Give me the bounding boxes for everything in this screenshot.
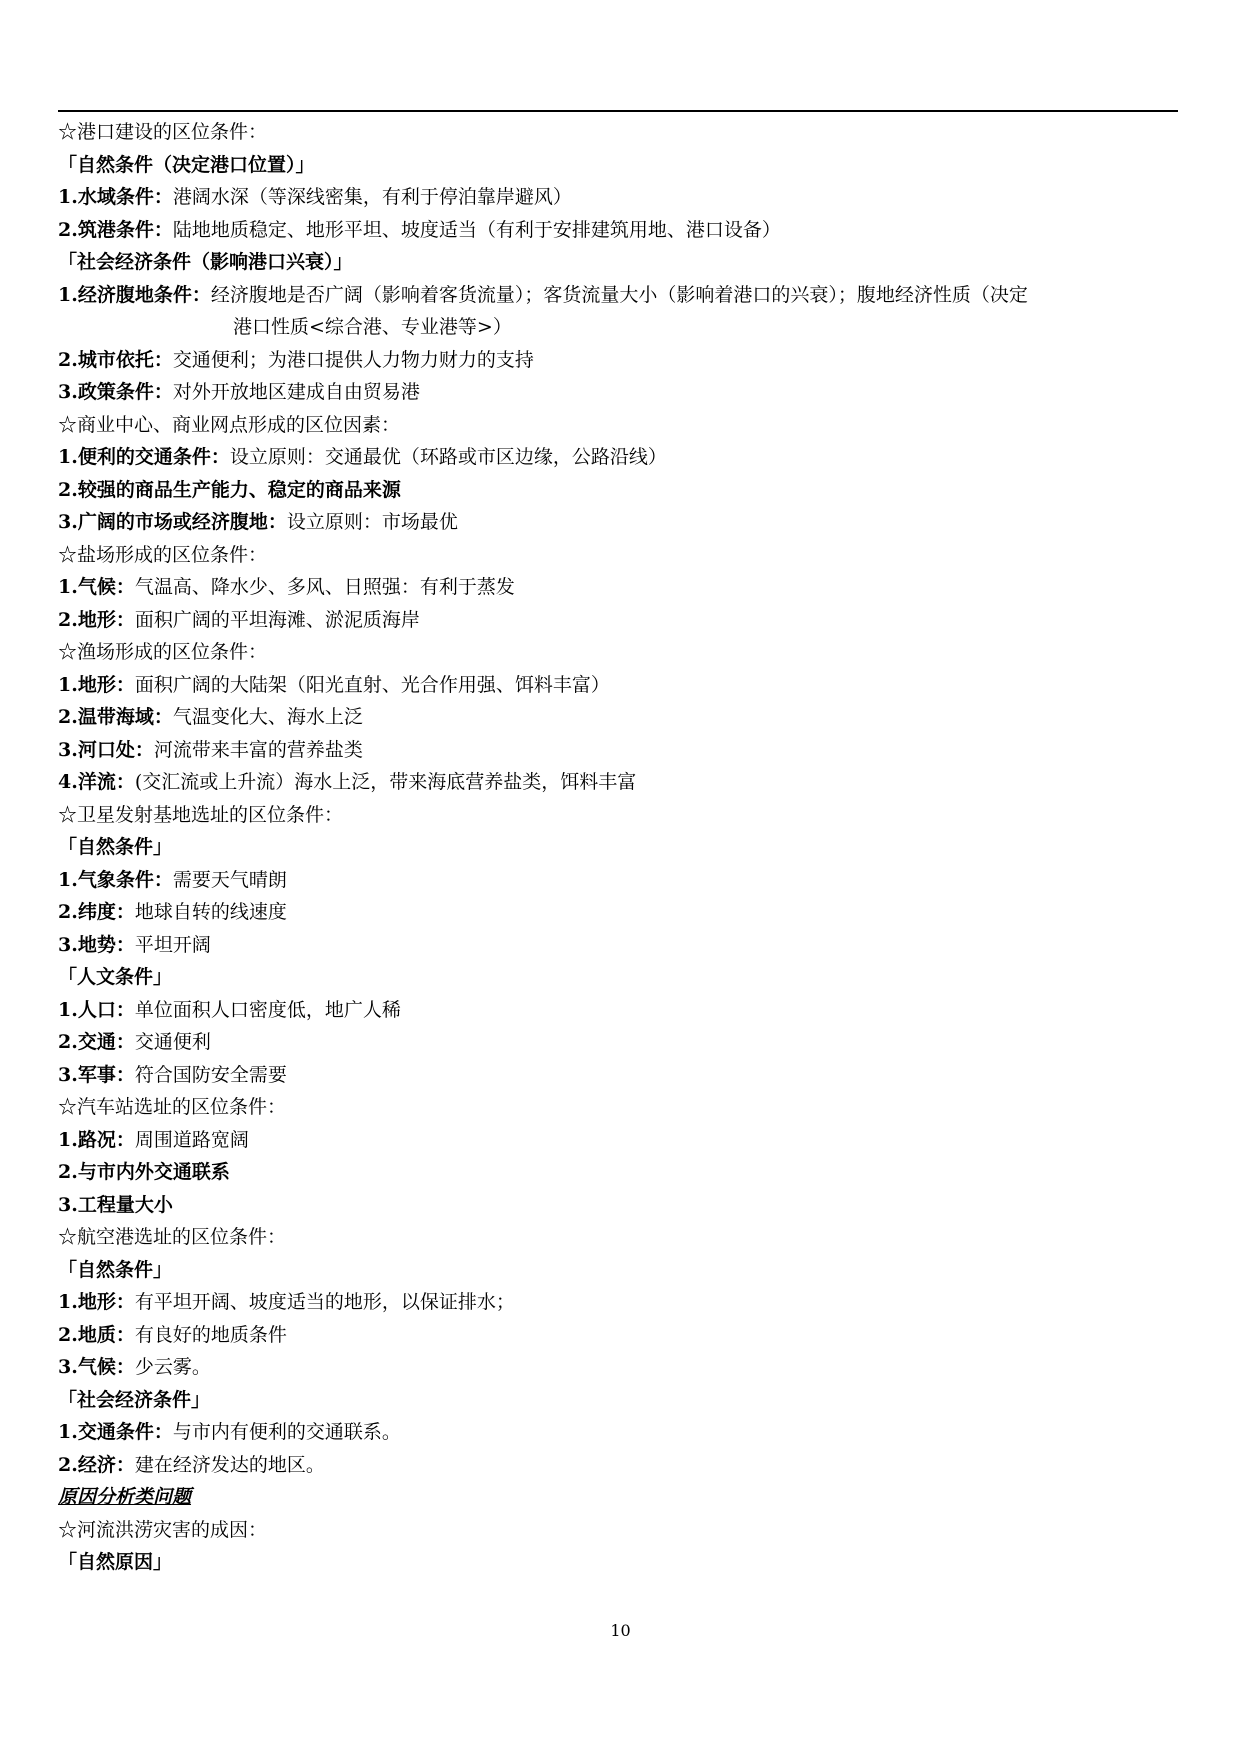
list-item: [58, 441, 1178, 474]
list-item-key: 1.交通条件：: [58, 1421, 173, 1443]
list-item: [58, 506, 1178, 539]
list-item-text: 陆地地质稳定、地形平坦、坡度适当（有利于安排建筑用地、港口设备）: [172, 218, 781, 241]
list-item-key: 2.地形：: [58, 608, 135, 631]
list-item: 2.与市内外交通联系: [58, 1161, 230, 1183]
list-item: [58, 929, 1178, 962]
list-item: [58, 604, 1178, 637]
subsection-label: 「自然条件」: [58, 836, 173, 858]
list-item-text: 少云雾。: [134, 1356, 211, 1378]
list-item-text: 经济腹地是否广阔（影响着客货流量）；客货流量大小（影响着港口的兴衰）；腹地经济性质（决定: [210, 283, 1028, 306]
subsection-label: 「社会经济条件」: [58, 1388, 211, 1411]
list-item-text: 需要天气晴朗: [172, 868, 287, 891]
list-item: [58, 279, 1178, 344]
list-item: [58, 994, 1178, 1027]
list-item-continuation: 港口性质<综合港、专业港等>）: [233, 316, 512, 338]
list-item: [58, 1026, 1178, 1059]
list-item: 3.工程量大小: [58, 1193, 173, 1216]
list-item-key: 2.城市依托：: [58, 348, 173, 371]
list-item: [58, 571, 1178, 604]
list-item-text: 交通便利；为港口提供人力物力财力的支持: [172, 348, 534, 371]
section-heading: ☆港口建设的区位条件：: [58, 121, 268, 143]
list-item: [58, 896, 1178, 929]
list-item: [58, 181, 1178, 214]
section-heading: ☆河流洪涝灾害的成因：: [58, 1518, 268, 1541]
list-item-text: 设立原则：交通最优（环路或市区边缘，公路沿线）: [229, 446, 667, 468]
list-item: [58, 376, 1178, 409]
list-item-key: 1.气象条件：: [58, 868, 173, 891]
section-heading: ☆渔场形成的区位条件：: [58, 641, 268, 663]
list-item-key: 3.河口处：: [58, 738, 154, 761]
list-item-text: 有良好的地质条件: [134, 1323, 287, 1346]
list-item-key: 3.广阔的市场或经济腹地：: [58, 511, 287, 533]
section-heading: ☆卫星发射基地选址的区位条件：: [58, 803, 344, 826]
list-item: [58, 1059, 1178, 1092]
list-item-text: 单位面积人口密度低，地广人稀: [134, 998, 401, 1021]
list-item-key: 1.地形：: [58, 673, 135, 696]
list-item-text: 气温高、降水少、多风、日照强：有利于蒸发: [134, 576, 515, 598]
list-item: [58, 1416, 1178, 1449]
list-item-key: 2.地质：: [58, 1323, 135, 1346]
list-item-key: 2.交通：: [58, 1031, 135, 1053]
list-item: [58, 344, 1178, 377]
list-item: [58, 214, 1178, 247]
list-item-text: 港阔水深（等深线密集，有利于停泊靠岸避风）: [172, 186, 572, 208]
list-item-key: 1.气候：: [58, 576, 135, 598]
list-item: [58, 701, 1178, 734]
list-item-key: 1.人口：: [58, 998, 135, 1021]
subsection-label: 「自然原因」: [58, 1551, 173, 1573]
list-item-key: 2.纬度：: [58, 901, 135, 923]
section-heading: ☆汽车站选址的区位条件：: [58, 1096, 287, 1118]
list-item: [58, 864, 1178, 897]
list-item-key: 1.经济腹地条件：: [58, 283, 211, 306]
list-item: [58, 669, 1178, 702]
topic-heading: 原因分析类问题: [58, 1486, 192, 1508]
list-item-text: 气温变化大、海水上泛: [172, 706, 363, 728]
page-number: 10: [610, 1621, 631, 1640]
list-item-text: 周围道路宽阔: [134, 1128, 249, 1151]
list-item: [58, 1351, 1178, 1384]
list-item-key: 3.军事：: [58, 1063, 135, 1086]
subsection-label: 「自然条件（决定港口位置）」: [58, 153, 315, 176]
section-heading: ☆商业中心、商业网点形成的区位因素：: [58, 413, 401, 436]
section-heading: ☆盐场形成的区位条件：: [58, 543, 268, 566]
list-item: 2.较强的商品生产能力、稳定的商品来源: [58, 478, 401, 501]
list-item-text: 面积广阔的平坦海滩、淤泥质海岸: [134, 608, 420, 631]
list-item-text: 设立原则：市场最优: [286, 511, 458, 533]
list-item-text: 建在经济发达的地区。: [134, 1453, 325, 1476]
list-item: [58, 1124, 1178, 1157]
list-item-key: 3.气候：: [58, 1356, 135, 1378]
list-item-key: 2.经济：: [58, 1453, 135, 1476]
header-rule: [58, 110, 1178, 112]
list-item: [58, 1449, 1178, 1482]
list-item-text: 与市内有便利的交通联系。: [172, 1421, 401, 1443]
list-item-key: 1.便利的交通条件：: [58, 446, 230, 468]
list-item-text: 平坦开阔: [134, 933, 211, 956]
list-item: [58, 766, 1178, 799]
subsection-label: 「自然条件」: [58, 1258, 173, 1281]
subsection-label: 「人文条件」: [58, 966, 173, 988]
list-item-key: 1.地形：: [58, 1291, 135, 1313]
list-item-key: 4.洋流：: [58, 771, 135, 793]
list-item-text: 河流带来丰富的营养盐类: [153, 738, 363, 761]
document-body: [58, 116, 1178, 1579]
subsection-label: 「社会经济条件（影响港口兴衰）」: [58, 251, 353, 273]
list-item-key: 2.温带海域：: [58, 706, 173, 728]
list-item-key: 1.路况：: [58, 1128, 135, 1151]
list-item-text: 交通便利: [134, 1031, 211, 1053]
list-item-key: 3.政策条件：: [58, 381, 173, 403]
list-item-text: 地球自转的线速度: [134, 901, 287, 923]
list-item-key: 1.水域条件：: [58, 186, 173, 208]
list-item-text: 面积广阔的大陆架（阳光直射、光合作用强、饵料丰富）: [134, 673, 610, 696]
list-item-text: (交汇流或上升流）海水上泛，带来海底营养盐类，饵料丰富: [134, 771, 637, 793]
list-item-text: 对外开放地区建成自由贸易港: [172, 381, 420, 403]
list-item-key: 3.地势：: [58, 933, 135, 956]
list-item: [58, 1286, 1178, 1319]
list-item-text: 有平坦开阔、坡度适当的地形，以保证排水；: [134, 1291, 515, 1313]
list-item: [58, 734, 1178, 767]
list-item-text: 符合国防安全需要: [134, 1063, 287, 1086]
list-item-key: 2.筑港条件：: [58, 218, 173, 241]
section-heading: ☆航空港选址的区位条件：: [58, 1226, 287, 1248]
list-item: [58, 1319, 1178, 1352]
